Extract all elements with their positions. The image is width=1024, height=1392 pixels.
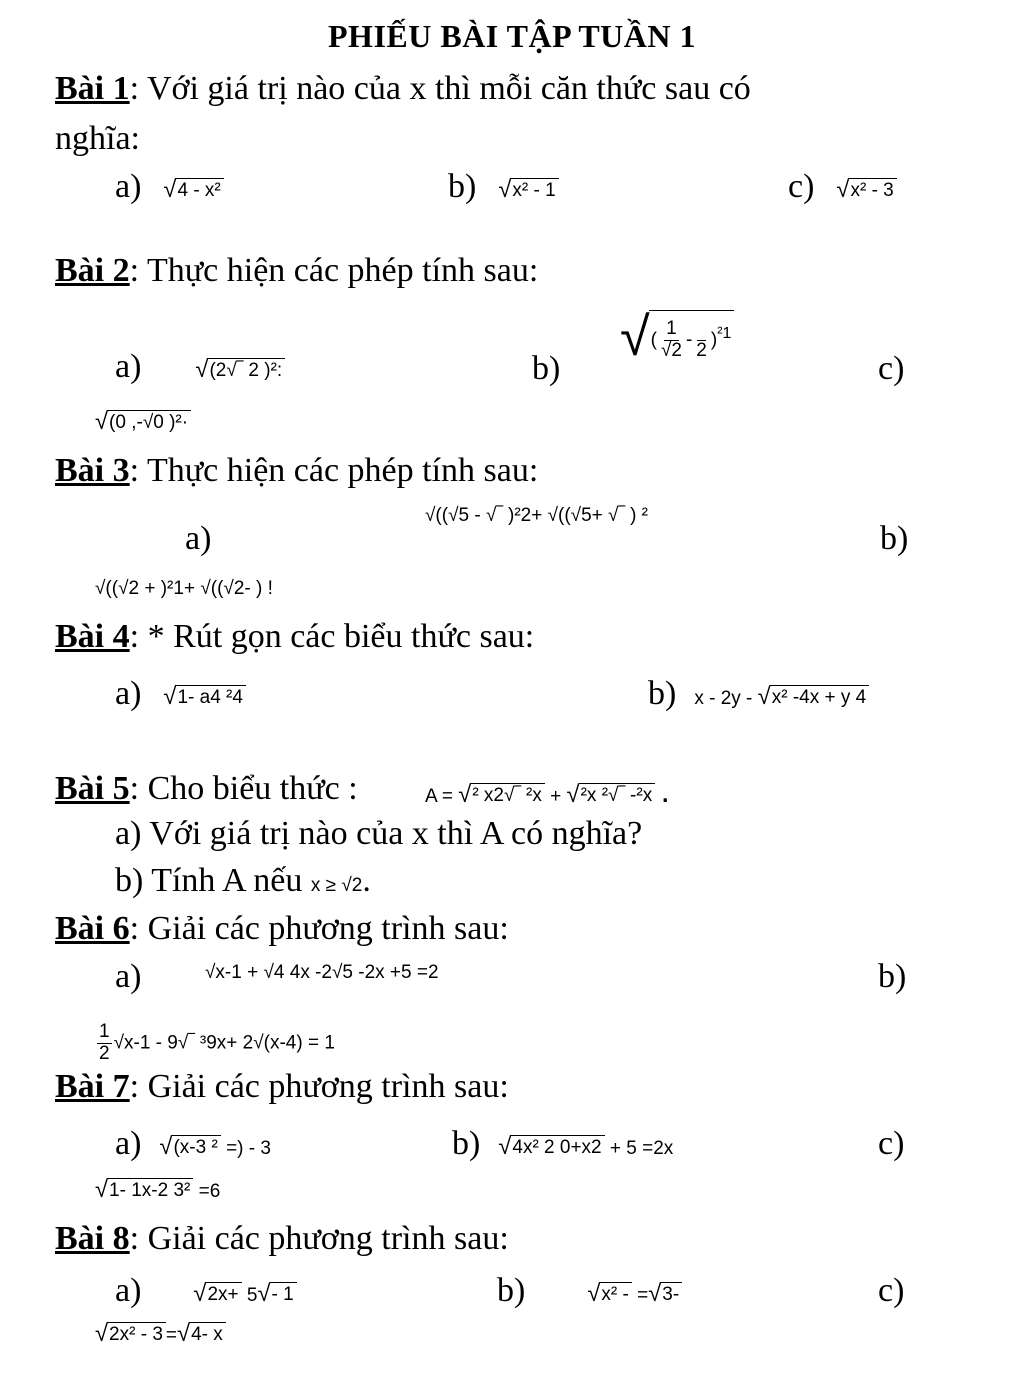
bai6-b-expr: $\frac{1}{2}$ √x-1 - 9√‾ ³9x+ 2√(x-4) = 1 <box>99 1021 335 1064</box>
bai8-a-mid: 5 <box>246 1285 258 1306</box>
bai8-a-label: a) <box>115 1272 142 1309</box>
bai4-b-prefix: x - 2y - <box>694 688 758 709</box>
bai3-prompt: : Thực hiện các phép tính sau: <box>129 452 539 489</box>
bai6-b <box>878 958 906 996</box>
bai8-a: a) √ 2x+ 5 √ - 1 <box>115 1272 297 1310</box>
bai7-c-label: c) <box>878 1125 905 1162</box>
bai4-prompt: : * Rút gọn các biểu thức sau: <box>129 618 535 655</box>
bai6-a-expr: √x-1 + √4 4x -2√5 -2x +5 =2 <box>205 962 439 983</box>
bai4-label: Bài 4 <box>55 618 130 655</box>
bai3-b <box>880 520 908 558</box>
bai7-a: a) √ (x-3 ² =) - 3 <box>115 1125 271 1162</box>
bai7-a-tail: =) - 3 <box>226 1138 271 1159</box>
bai2-a: a) √ (2√‾ 2 )²: <box>115 348 285 386</box>
bai1-heading <box>55 70 751 108</box>
bai5-expr-rad1: ² x2√‾ ²x <box>470 783 545 807</box>
bai8-c <box>878 1272 904 1310</box>
page-title: PHIẾU BÀI TẬP TUẦN 1 <box>328 18 696 54</box>
bai5-b-cond: x ≥ √2 <box>310 875 363 896</box>
bai2-label: Bài 2 <box>55 252 130 289</box>
bai3-heading <box>55 452 538 490</box>
bai6-b-expr-text: √x-1 - 9√‾ ³9x+ 2√(x-4) = 1 <box>113 1032 335 1054</box>
bai2-b-tail: ²1 <box>717 325 732 343</box>
bai6-a <box>115 958 141 996</box>
bai5-expr-prefix: A = <box>425 786 453 807</box>
bai2-a-label: a) <box>115 348 142 385</box>
bai3-label: Bài 3 <box>55 452 130 489</box>
bai5-label: Bài 5 <box>55 770 130 807</box>
bai1-c-label: c) <box>788 168 815 205</box>
bai6-b-label: b) <box>878 958 907 995</box>
bai7-b: b) √ 4x² 2 0+x2 + 5 =2x <box>452 1125 674 1162</box>
bai1-c-radicand: x² - 3 <box>848 178 896 202</box>
bai5-heading <box>55 770 358 808</box>
bai2-heading <box>55 252 538 290</box>
bai6-label: Bài 6 <box>55 910 130 947</box>
bai7-a-radicand: (x-3 ² <box>171 1135 220 1159</box>
bai1-b-radicand: x² - 1 <box>510 178 558 202</box>
bai3-a <box>185 520 211 558</box>
bai7-c-radicand: 1- 1x-2 3² <box>107 1178 193 1202</box>
bai8-b-rad1: x² - <box>599 1282 631 1306</box>
bai3-a-label: a) <box>185 520 212 557</box>
bai2-c-radicand: (0 ,-√0 )²· <box>107 410 191 434</box>
bai2-a-expr: (2√‾ 2 )²: <box>207 358 285 382</box>
bai7-b-label: b) <box>452 1125 481 1162</box>
bai7-c-tail: =6 <box>198 1181 221 1202</box>
bai4-a-radicand: 1- a4 ²4 <box>175 685 245 709</box>
bai7-heading <box>55 1068 509 1106</box>
bai4-a: a) √ 1- a4 ²4 <box>115 675 246 713</box>
bai5-prompt: : Cho biểu thức : <box>129 770 358 807</box>
bai5-b-end: . <box>362 862 371 899</box>
bai2-b-minus: - <box>685 329 693 351</box>
bai6-a-label: a) <box>115 958 142 995</box>
bai2-b-den2: 2 <box>696 339 707 361</box>
bai5-a-text: a) Với giá trị nào của x thì A có nghĩa? <box>115 815 643 852</box>
bai6-prompt: : Giải các phương trình sau: <box>129 910 509 947</box>
bai5-b-text: b) Tính A nếu <box>115 862 303 899</box>
bai2-c <box>878 350 904 388</box>
bai3-a-expr: √((√5 - √‾ )²2+ √((√5+ √‾ ) ² <box>425 505 649 526</box>
bai2-b-den: √2 <box>660 339 682 361</box>
bai5-expr-dot: . <box>660 772 670 810</box>
bai4-heading <box>55 618 534 656</box>
bai1-label: Bài 1 <box>55 70 130 107</box>
bai7-b-radicand: 4x² 2 0+x2 <box>510 1135 604 1159</box>
bai8-label: Bài 8 <box>55 1220 130 1257</box>
bai7-a-label: a) <box>115 1125 142 1162</box>
bai5-b <box>115 862 371 900</box>
bai1-a: a) √ 4 - x² <box>115 168 224 206</box>
bai4-a-label: a) <box>115 675 142 712</box>
bai5-expr-rad2: ²x ²√‾ -²x <box>579 783 656 807</box>
bai8-b: b) √ x² - = √ 3- <box>497 1272 682 1310</box>
bai1-b: b) √ x² - 1 <box>448 168 559 206</box>
bai8-a-rad2: - 1 <box>270 1282 297 1306</box>
bai8-prompt: : Giải các phương trình sau: <box>129 1220 509 1257</box>
bai7-label: Bài 7 <box>55 1068 130 1105</box>
bai4-b-radicand: x² -4x + y 4 <box>770 685 870 709</box>
bai1-prompt: : Với giá trị nào của x thì mỗi căn thức sau có <box>129 70 751 107</box>
bai7-b-tail: + 5 =2x <box>609 1138 674 1159</box>
bai8-a-rad1: 2x+ <box>205 1282 241 1306</box>
bai2-c-expr: √ (0 ,-√0 )²· <box>95 410 191 435</box>
bai8-b-label: b) <box>497 1272 526 1309</box>
bai5-expr-plus: + <box>550 786 562 807</box>
bai7-prompt: : Giải các phương trình sau: <box>129 1068 509 1105</box>
bai1-a-label: a) <box>115 168 142 205</box>
bai3-b-label: b) <box>880 520 909 557</box>
bai8-c-rad2: 4- x <box>189 1322 226 1346</box>
bai1-c: c) √ x² - 3 <box>788 168 897 206</box>
bai7-c-expr: √ 1- 1x-2 3² =6 <box>95 1176 221 1203</box>
bai2-c-label: c) <box>878 350 905 387</box>
bai1-b-label: b) <box>448 168 477 205</box>
bai8-c-rad1: 2x² - 3 <box>107 1322 166 1346</box>
bai2-b <box>532 350 560 388</box>
bai1-prompt-line2: nghĩa: <box>55 120 140 157</box>
bai8-b-rad2: 3- <box>660 1282 682 1306</box>
bai2-b-expr: √ ( $\frac{1}{√2}$ - 2 )$^{^21}$ <box>620 310 734 364</box>
bai8-b-mid: = <box>637 1285 649 1306</box>
bai7-c <box>878 1125 904 1163</box>
bai4-b: b) x - 2y - √ x² -4x + y 4 <box>648 675 869 713</box>
bai8-c-label: c) <box>878 1272 905 1309</box>
bai8-c-mid: = <box>165 1325 178 1346</box>
bai2-prompt: : Thực hiện các phép tính sau: <box>129 252 539 289</box>
bai8-heading <box>55 1220 509 1258</box>
bai3-b-expr: √((√2 + )²1+ √((√2- ) ! <box>95 578 273 599</box>
bai2-b-label: b) <box>532 350 561 387</box>
bai1-a-radicand: 4 - x² <box>175 178 223 202</box>
bai6-heading <box>55 910 509 948</box>
bai5-expr: A = √ ² x2√‾ ²x + √ ²x ²√‾ -²x . <box>425 772 670 810</box>
bai2-b-num: 1 <box>666 318 677 339</box>
bai4-b-label: b) <box>648 675 677 712</box>
bai8-c-expr: √ 2x² - 3 = √ 4- x <box>95 1322 226 1347</box>
